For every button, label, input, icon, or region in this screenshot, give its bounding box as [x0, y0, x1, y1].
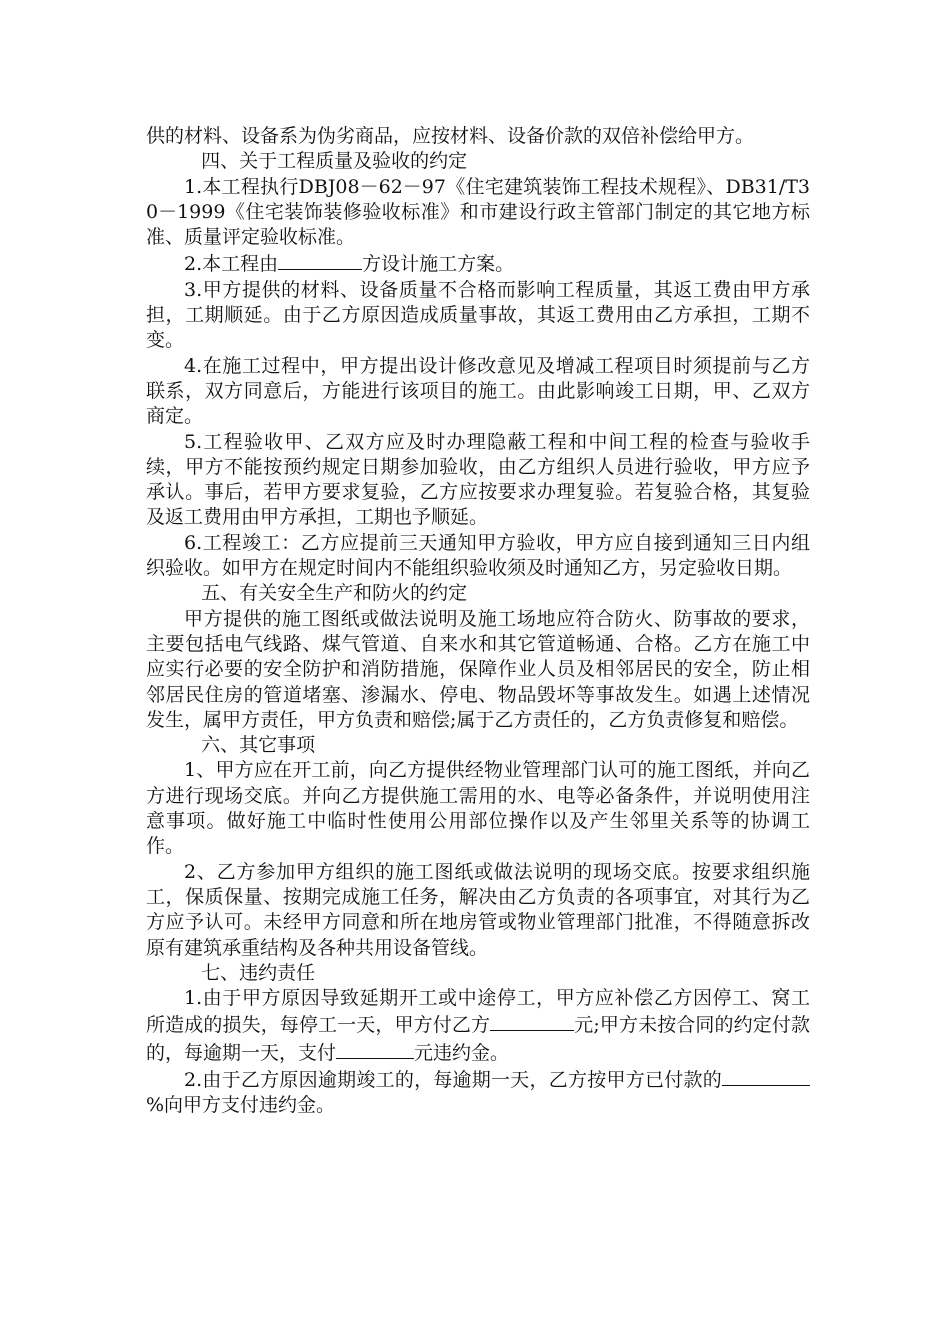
- clause-text: 2.本工程由: [184, 253, 279, 276]
- compensation-amount-blank[interactable]: [490, 1011, 574, 1031]
- clause-6-1-party-a-duties: 1、甲方应在开工前，向乙方提供经物业管理部门认可的施工图纸，并向乙方进行现场交底。并向乙方提供施工需用的水、电等必备条件，并说明使用注意事项。做好施工中临时性使用公用部位操作以及产生邻里关系等的协调工作。: [146, 759, 810, 858]
- section-heading-breach: 七、违约责任: [201, 961, 316, 984]
- clause-4-1-standards: 1.本工程执行DBJ08－62－97《住宅建筑装饰工程技术规程》、DB31/T30－1999《住宅装饰装修验收标准》和市建设行政主管部门制定的其它地方标准、质量评定验收标准。: [146, 175, 810, 249]
- clause-4-6-completion: 6.工程竣工：乙方应提前三天通知甲方验收，甲方应自接到通知三日内组织验收。如甲方在规定时间内不能组织验收须及时通知乙方，另定验收日期。: [146, 531, 810, 580]
- section-heading-quality-acceptance: 四、关于工程质量及验收的约定: [201, 150, 468, 173]
- penalty-percent-blank[interactable]: [722, 1066, 810, 1086]
- design-party-blank[interactable]: [278, 250, 362, 270]
- section-heading-other-matters: 六、其它事项: [201, 734, 316, 757]
- clause-text: 元;甲方未按合同的约定付款的，每逾期一天，支付: [146, 1014, 810, 1064]
- clause-text: %向甲方支付违约金。: [146, 1094, 336, 1117]
- clause-text: 元违约金。: [414, 1041, 510, 1064]
- clause-4-5-inspection: 5.工程验收甲、乙双方应及时办理隐蔽工程和中间工程的检查与验收手续，甲方不能按预约规定日期参加验收，由乙方组织人员进行验收，甲方应予承认。事后，若甲方要求复验，乙方应按要求办理复验。若复验合格，其复验及返工费用由甲方承担，工期也予顺延。: [146, 430, 810, 529]
- clause-5-safety: 甲方提供的施工图纸或做法说明及施工场地应符合防火、防事故的要求，主要包括电气线路、煤气管道、自来水和其它管道畅通、合格。乙方在施工中应实行必要的安全防护和消防措施，保障作业人员及相邻居民的安全，防止相邻居民住房的管道堵塞、渗漏水、停电、物品毁坏等事故发生。如遇上述情况发生，属甲方责任，甲方负责和赔偿;属于乙方责任的，乙方负责修复和赔偿。: [146, 607, 810, 731]
- clause-7-1-party-a-delay: [146, 986, 810, 1066]
- clause-text: 方设计施工方案。: [362, 253, 515, 276]
- paragraph-continuation: 供的材料、设备系为伪劣商品，应按材料、设备价款的双倍补偿给甲方。: [146, 125, 755, 147]
- clause-6-2-party-b-duties: 2、乙方参加甲方组织的施工图纸或做法说明的现场交底。按要求组织施工，保质保量、按期完成施工任务，解决由乙方负责的各项事宜，对其行为乙方应予认可。未经甲方同意和所在地房管或物业管理部门批准，不得随意拆改原有建筑承重结构及各种共用设备管线。: [146, 860, 810, 959]
- clause-4-2-design-party: [146, 250, 810, 277]
- clause-text: 1.由于甲方原因导致延期开工或中途停工，甲方应补偿乙方因停工、窝工所造成的损失，每停工一天，甲方付乙方: [146, 987, 810, 1037]
- clause-4-3-material-quality: 3.甲方提供的材料、设备质量不合格而影响工程质量，其返工费由甲方承担，工期顺延。由于乙方原因造成质量事故，其返工费用由乙方承担，工期不变。: [146, 278, 810, 352]
- clause-7-2-party-b-delay: [146, 1066, 810, 1119]
- document-body: [146, 124, 810, 1119]
- clause-text: 2.由于乙方原因逾期竣工的，每逾期一天，乙方按甲方已付款的: [184, 1068, 722, 1091]
- section-heading-safety-fire: 五、有关安全生产和防火的约定: [201, 582, 468, 605]
- clause-4-4-design-changes: 4.在施工过程中，甲方提出设计修改意见及增减工程项目时须提前与乙方联系，双方同意后，方能进行该项目的施工。由此影响竣工日期，甲、乙双方商定。: [146, 354, 810, 428]
- penalty-amount-blank[interactable]: [336, 1039, 414, 1059]
